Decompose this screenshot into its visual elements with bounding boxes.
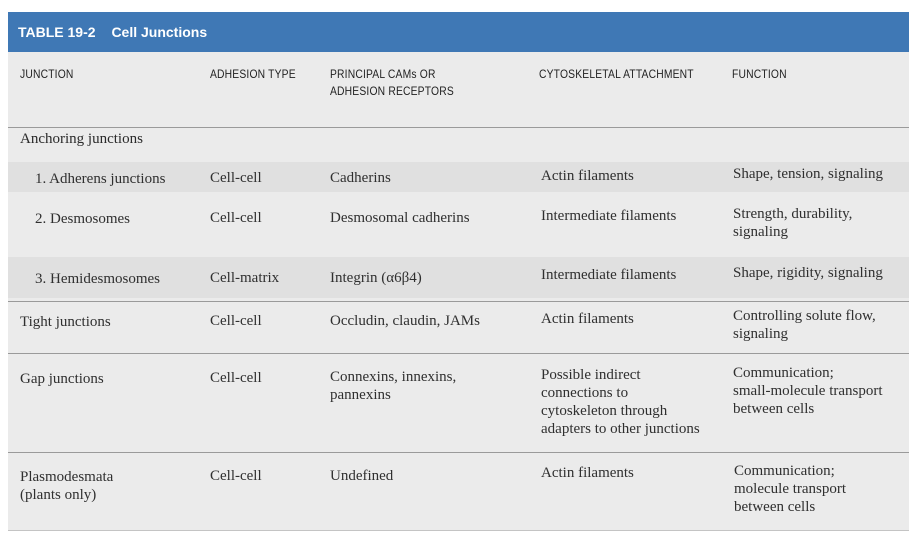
cell-adhesion-type: Cell-cell — [210, 210, 262, 226]
table-header — [8, 52, 909, 128]
cell-function-line: small-molecule transport — [733, 383, 883, 399]
cell-junction-line: Plasmodesmata — [20, 469, 114, 485]
row-divider — [8, 452, 909, 453]
cell-adhesion-type: Cell-cell — [210, 468, 262, 484]
cell-junction: Tight junctions — [20, 314, 111, 330]
row-divider — [8, 353, 909, 354]
cell-principal-cams-line: pannexins — [330, 387, 391, 403]
cell-cytoskeletal-attachment-line: connections to — [541, 385, 629, 401]
cell-function-line: between cells — [734, 499, 816, 515]
cell-cytoskeletal-attachment-line: Possible indirect — [541, 367, 641, 383]
cell-cytoskeletal-attachment-line: adapters to other junctions — [541, 421, 700, 437]
cell-junction: 3. Hemidesmosomes — [35, 271, 160, 287]
cell-adhesion-type: Cell-cell — [210, 313, 262, 329]
col-header-cytoskeletal-attachment: CYTOSKELETAL ATTACHMENT — [539, 67, 694, 81]
cell-principal-cams-line: Connexins, innexins, — [330, 369, 457, 385]
cell-cytoskeletal-attachment — [541, 366, 700, 438]
cell-principal-cams — [330, 368, 456, 404]
cell-junction: 1. Adherens junctions — [35, 171, 166, 187]
cell-function-line: molecule transport — [734, 481, 847, 497]
cell-function-line: Communication; — [734, 463, 835, 479]
cell-adhesion-type: Cell-cell — [210, 370, 262, 386]
table-title-bar — [8, 12, 909, 52]
col-header-principal-cams-line-1: PRINCIPAL CAMs OR — [330, 67, 436, 81]
cell-cytoskeletal-attachment: Actin filaments — [541, 168, 634, 184]
cell-function-line: Controlling solute flow, — [733, 308, 876, 324]
cell-function-line: between cells — [733, 401, 815, 417]
cell-adhesion-type: Cell-matrix — [210, 270, 280, 286]
col-header-adhesion-type: ADHESION TYPE — [210, 67, 296, 81]
cell-junctions-table — [8, 12, 909, 531]
cell-junction: 2. Desmosomes — [35, 211, 130, 227]
cell-principal-cams: Undefined — [330, 468, 394, 484]
cell-function — [733, 205, 852, 241]
table-title: Cell Junctions — [111, 24, 208, 40]
cell-function — [733, 307, 876, 343]
cell-function-line: signaling — [733, 326, 788, 342]
cell-cytoskeletal-attachment: Intermediate filaments — [541, 208, 677, 224]
cell-junction — [20, 468, 113, 504]
cell-function: Shape, rigidity, signaling — [733, 265, 883, 281]
cell-principal-cams: Cadherins — [330, 170, 391, 186]
group-label-anchoring-junctions: Anchoring junctions — [20, 131, 143, 147]
cell-principal-cams: Desmosomal cadherins — [330, 210, 470, 226]
cell-junction: Gap junctions — [20, 371, 104, 387]
cell-function-line: Strength, durability, — [733, 206, 853, 222]
cell-junction-line: (plants only) — [20, 487, 97, 503]
row-divider — [8, 301, 909, 302]
cell-function — [733, 364, 883, 418]
cell-function-line: Communication; — [733, 365, 834, 381]
col-header-principal-cams-line-2: ADHESION RECEPTORS — [330, 84, 454, 98]
cell-principal-cams: Occludin, claudin, JAMs — [330, 313, 480, 329]
cell-principal-cams: Integrin (α6β4) — [330, 270, 422, 286]
cell-adhesion-type: Cell-cell — [210, 170, 262, 186]
col-header-principal-cams — [330, 66, 454, 100]
cell-function — [734, 462, 846, 516]
cell-cytoskeletal-attachment: Actin filaments — [541, 465, 634, 481]
cell-cytoskeletal-attachment: Intermediate filaments — [541, 267, 677, 283]
cell-function-line: signaling — [733, 224, 788, 240]
cell-cytoskeletal-attachment: Actin filaments — [541, 311, 634, 327]
cell-cytoskeletal-attachment-line: cytoskeleton through — [541, 403, 668, 419]
col-header-function: FUNCTION — [732, 67, 787, 81]
table-label: TABLE 19-2 — [18, 24, 96, 40]
col-header-junction: JUNCTION — [20, 67, 74, 81]
cell-function: Shape, tension, signaling — [733, 166, 883, 182]
